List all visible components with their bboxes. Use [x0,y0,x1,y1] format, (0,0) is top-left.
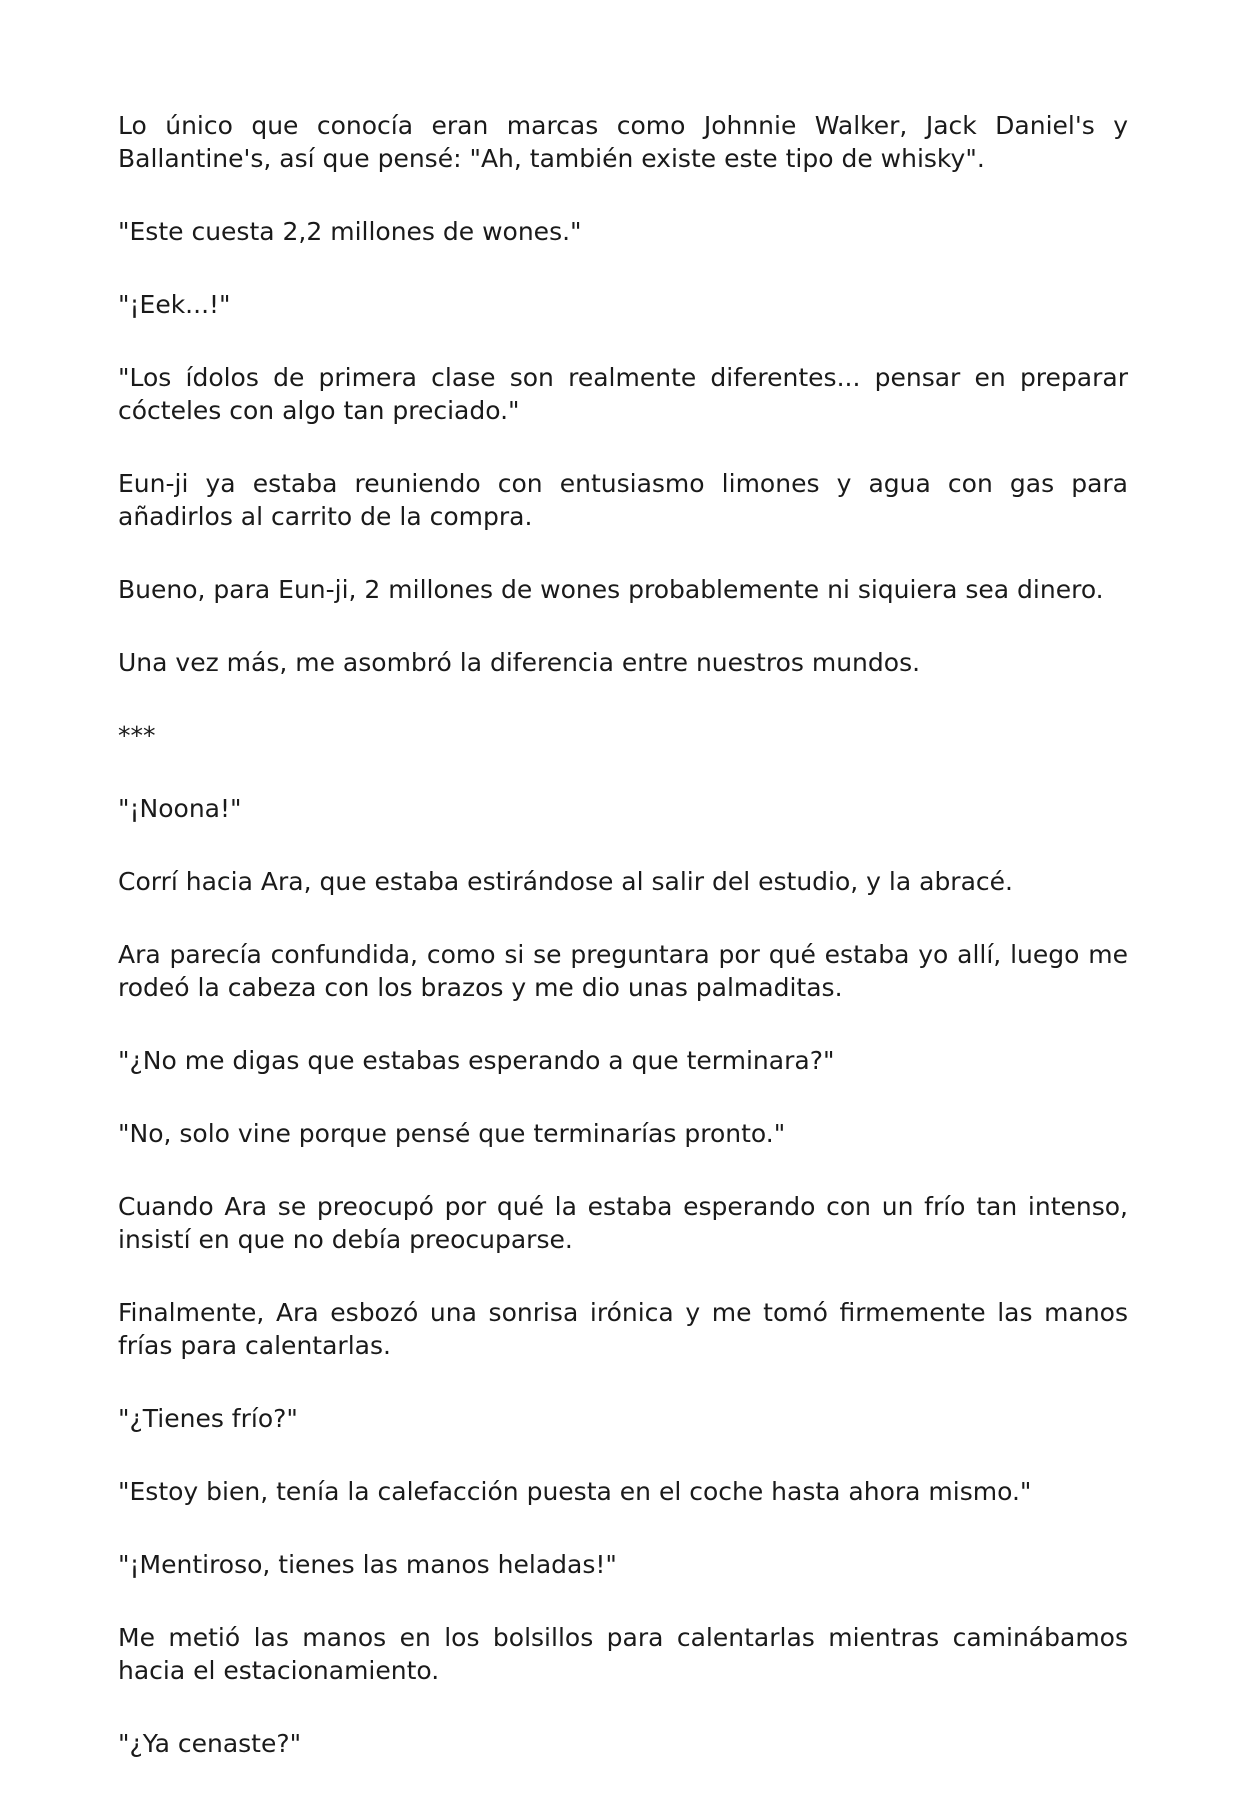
paragraph: Eun-ji ya estaba reuniendo con entusiasmo limones y agua con gas para añadirlos al carrito de la compra. [118,469,1128,531]
paragraph: "¡Eek...!" [118,290,231,319]
body-text [118,109,1128,1800]
paragraph: "Estoy bien, tenía la calefacción puesta en el coche hasta ahora mismo." [118,1477,1032,1506]
paragraph: Cuando Ara se preocupó por qué la estaba esperando con un frío tan intenso, insistí en que no debía preocuparse. [118,1192,1128,1254]
paragraph: Lo único que conocía eran marcas como Johnnie Walker, Jack Daniel's y Ballantine's, así que pensé: "Ah, también existe este tipo de whisky". [118,111,1128,173]
paragraph: "¿No me digas que estabas esperando a que terminara?" [118,1046,835,1075]
paragraph: "Los ídolos de primera clase son realmente diferentes... pensar en preparar cócteles con algo tan preciado." [118,363,1128,425]
paragraph: "Este cuesta 2,2 millones de wones." [118,217,582,246]
scene-break: *** [118,721,156,750]
paragraph: Corrí hacia Ara, que estaba estirándose al salir del estudio, y la abracé. [118,867,1013,896]
paragraph: Bueno, para Eun-ji, 2 millones de wones probablemente ni siquiera sea dinero. [118,575,1104,604]
paragraph: "¿Ya cenaste?" [118,1729,302,1758]
paragraph: Me metió las manos en los bolsillos para calentarlas mientras caminábamos hacia el estacionamiento. [118,1623,1128,1685]
paragraph: "¡Mentiroso, tienes las manos heladas!" [118,1550,617,1579]
paragraph: "¡Noona!" [118,794,242,823]
paragraph: "¿Tienes frío?" [118,1404,298,1433]
paragraph: Una vez más, me asombró la diferencia entre nuestros mundos. [118,648,921,677]
paragraph: Ara parecía confundida, como si se preguntara por qué estaba yo allí, luego me rodeó la cabeza con los brazos y me dio unas palmaditas. [118,940,1128,1002]
paragraph: Finalmente, Ara esbozó una sonrisa irónica y me tomó firmemente las manos frías para calentarlas. [118,1298,1128,1360]
paragraph: "No, solo vine porque pensé que terminarías pronto." [118,1119,786,1148]
